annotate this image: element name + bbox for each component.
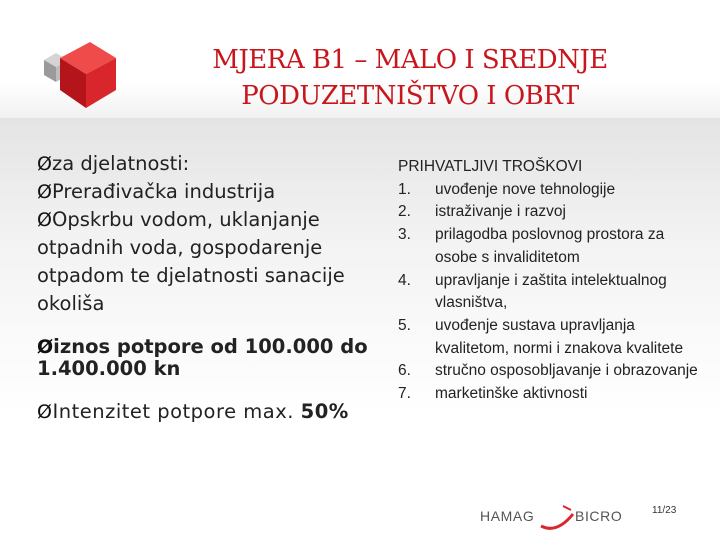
list-item: 4. upravljanje i zaštita intelektualnog vlasništva, [398, 271, 667, 312]
title-line-1: MJERA B1 – MALO I SREDNJE [212, 45, 608, 75]
title-line-2: PODUZETNIŠTVO I OBRT [241, 81, 579, 111]
bullet-water-supply [37, 206, 377, 318]
list-item: 2. istraživanje i razvoj [398, 203, 566, 221]
logo-text-bicro: BICRO [575, 508, 623, 524]
list-item: 3. prilagodba poslovnog prostora za osobe s invaliditetom [398, 226, 665, 266]
list-item: 7. marketinške aktivnosti [398, 385, 588, 403]
arrow-bullet-icon: Ø [37, 209, 52, 231]
bullet-manufacturing [37, 178, 377, 206]
bullet-support-amount-text: iznos potpore od 100.000 do 1.400.000 kn [37, 335, 368, 380]
hamag-bicro-logo [475, 500, 635, 532]
bullet-water-supply-text: Opskrbu vodom, uklanjanje otpadnih voda, gospodarenje otpadom te djelatnosti sanacije okoliša [37, 208, 345, 315]
bullet-activities-text: za djelatnosti: [51, 152, 190, 175]
bullet-support-amount [37, 336, 377, 380]
intensity-label: Intenzitet potpore max. [52, 400, 294, 423]
page-number: 11/23 [652, 505, 677, 516]
arrow-bullet-icon: Ø [37, 401, 53, 423]
bullet-manufacturing-text: Prerađivačka industrija [51, 180, 276, 203]
left-column [37, 150, 377, 426]
eligible-costs-heading: PRIHVATLJIVI TROŠKOVI [398, 158, 583, 175]
bullet-intensity [37, 398, 377, 426]
eligible-costs-list [398, 179, 708, 406]
bullet-activities [37, 150, 377, 178]
list-item: 5. uvođenje sustava upravljanja kvalitetom, normi i znakova kvalitete [398, 316, 684, 357]
arrow-bullet-icon: Ø [37, 336, 54, 358]
cubes-logo-icon [34, 30, 130, 112]
arrow-bullet-icon: Ø [37, 181, 52, 203]
page-title [150, 42, 670, 114]
list-item: 1. uvođenje nove tehnologije [398, 180, 616, 198]
right-column [398, 156, 708, 406]
logo-text-hamag: HAMAG [480, 508, 535, 524]
list-item: 6. stručno osposobljavanje i obrazovanje [398, 362, 698, 380]
logo-swoosh-icon [537, 500, 577, 532]
arrow-bullet-icon: Ø [37, 153, 52, 175]
intensity-value: 50% [300, 400, 349, 423]
